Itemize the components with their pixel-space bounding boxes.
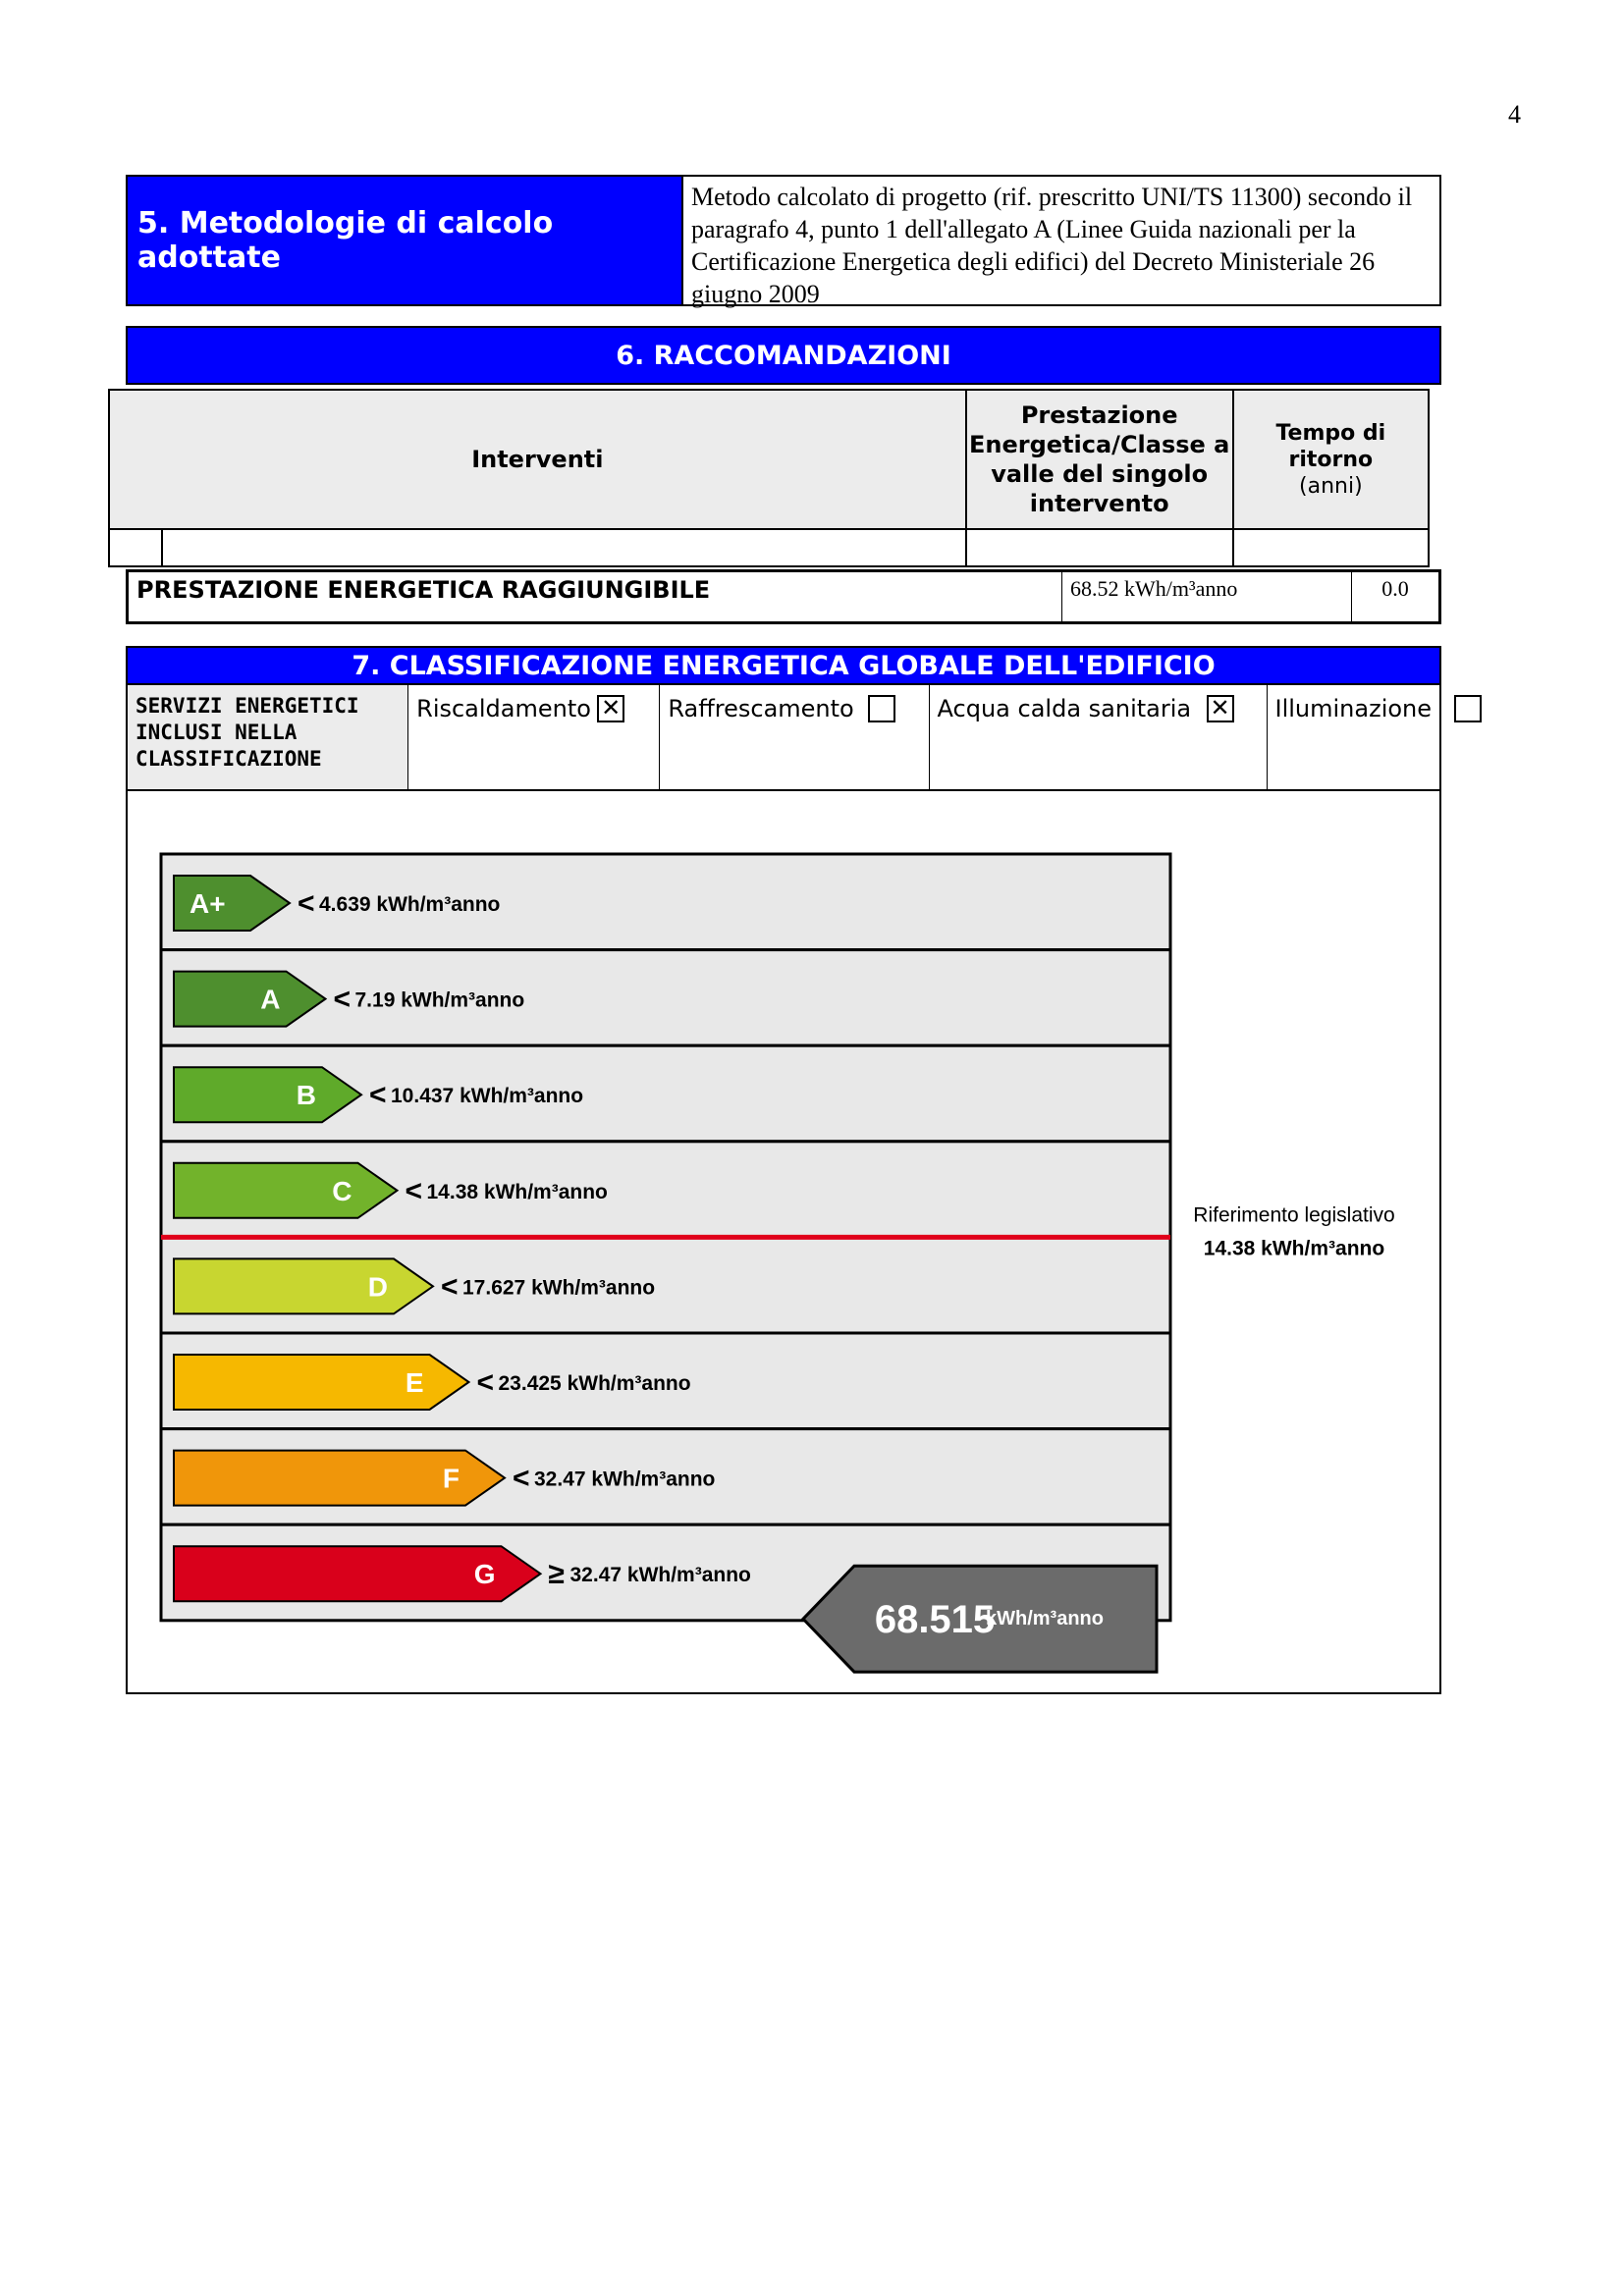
service-label: Acqua calda sanitaria (937, 695, 1192, 722)
table-cell (1233, 529, 1429, 566)
checkbox-raffrescamento[interactable] (868, 695, 895, 722)
section6-title: 6. RACCOMANDAZIONI (126, 326, 1441, 385)
col-tempo (1233, 390, 1429, 529)
table-cell (966, 529, 1233, 566)
threshold-symbol: < (369, 1079, 387, 1112)
service-riscaldamento (408, 685, 660, 789)
section7-title: 7. CLASSIFICAZIONE ENERGETICA GLOBALE DELL'EDIFICIO (126, 646, 1441, 683)
threshold-label: 32.47 kWh/m³anno (569, 1564, 751, 1587)
threshold-label: 23.425 kWh/m³anno (498, 1372, 691, 1395)
class-arrow-d (174, 1258, 433, 1313)
checkbox-riscaldamento[interactable]: ✕ (597, 695, 624, 722)
building-unit: kWh/m³anno (986, 1608, 1104, 1630)
checkbox-acqua-calda[interactable]: ✕ (1207, 695, 1234, 722)
services-row (126, 683, 1441, 791)
threshold-label: 7.19 kWh/m³anno (354, 988, 525, 1012)
threshold-symbol: < (333, 983, 352, 1016)
class-letter: C (332, 1175, 352, 1206)
services-label: SERVIZI ENERGETICI INCLUSI NELLA CLASSIFICAZIONE (128, 685, 408, 789)
threshold-label: 4.639 kWh/m³anno (319, 893, 501, 916)
threshold-label: 14.38 kWh/m³anno (426, 1180, 608, 1203)
threshold-symbol: < (476, 1366, 495, 1399)
class-letter: A+ (189, 888, 226, 919)
threshold-label: 10.437 kWh/m³anno (391, 1085, 584, 1108)
service-illuminazione (1268, 685, 1440, 789)
col-tempo-unit: (anni) (1299, 473, 1363, 499)
class-arrow-b (174, 1067, 361, 1122)
reference-label: Riferimento legislativo (1193, 1203, 1395, 1227)
section5-title: 5. Metodologie di calcolo adottate (126, 175, 683, 306)
threshold-symbol: ≥ (548, 1558, 565, 1591)
energy-class-chart (128, 791, 1439, 1692)
class-letter: G (473, 1559, 496, 1590)
class-arrow-e (174, 1355, 469, 1410)
col-interventi: Interventi (109, 390, 966, 529)
class-letter: E (405, 1367, 424, 1398)
page-number: 4 (1508, 100, 1521, 129)
threshold-label: 17.627 kWh/m³anno (462, 1276, 656, 1300)
recommendations-table (108, 389, 1430, 567)
table-cell (162, 529, 966, 566)
threshold-symbol: < (441, 1270, 459, 1304)
class-letter: F (442, 1463, 460, 1494)
threshold-label: 32.47 kWh/m³anno (534, 1468, 716, 1491)
col-prestazione: Prestazione Energetica/Classe a valle del singolo intervento (966, 390, 1233, 529)
reachable-performance-row (126, 569, 1441, 624)
threshold-symbol: < (513, 1462, 530, 1495)
reference-value: 14.38 kWh/m³anno (1203, 1237, 1385, 1260)
section5-description: Metodo calcolato di progetto (rif. prescritto UNI/TS 11300) secondo il paragrafo 4, punto 1 dell'allegato A (Linee Guida nazionali per la Certificazione Energetica degli edifici) del Decreto Ministeriale 26 giugno 2009 (683, 175, 1441, 306)
classification-chart-frame (126, 791, 1441, 1694)
table-cell (109, 529, 162, 566)
service-acqua-calda (930, 685, 1268, 789)
class-letter: B (296, 1080, 316, 1111)
service-label: Raffrescamento (668, 695, 854, 722)
col-tempo-label: Tempo di ritorno (1275, 420, 1386, 472)
service-label: Illuminazione (1274, 695, 1433, 722)
reachable-return: 0.0 (1381, 576, 1409, 601)
building-value: 68.515 (874, 1598, 996, 1642)
class-letter: D (367, 1271, 388, 1303)
class-arrow-c (174, 1163, 398, 1218)
class-letter: A (260, 984, 281, 1015)
service-raffrescamento (660, 685, 929, 789)
threshold-symbol: < (405, 1174, 423, 1207)
checkbox-illuminazione[interactable] (1454, 695, 1482, 722)
threshold-symbol: < (298, 887, 315, 920)
reachable-label: PRESTAZIONE ENERGETICA RAGGIUNGIBILE (129, 572, 1062, 621)
reachable-value: 68.52 kWh/m³anno (1062, 572, 1352, 621)
service-label: Riscaldamento (416, 695, 591, 722)
